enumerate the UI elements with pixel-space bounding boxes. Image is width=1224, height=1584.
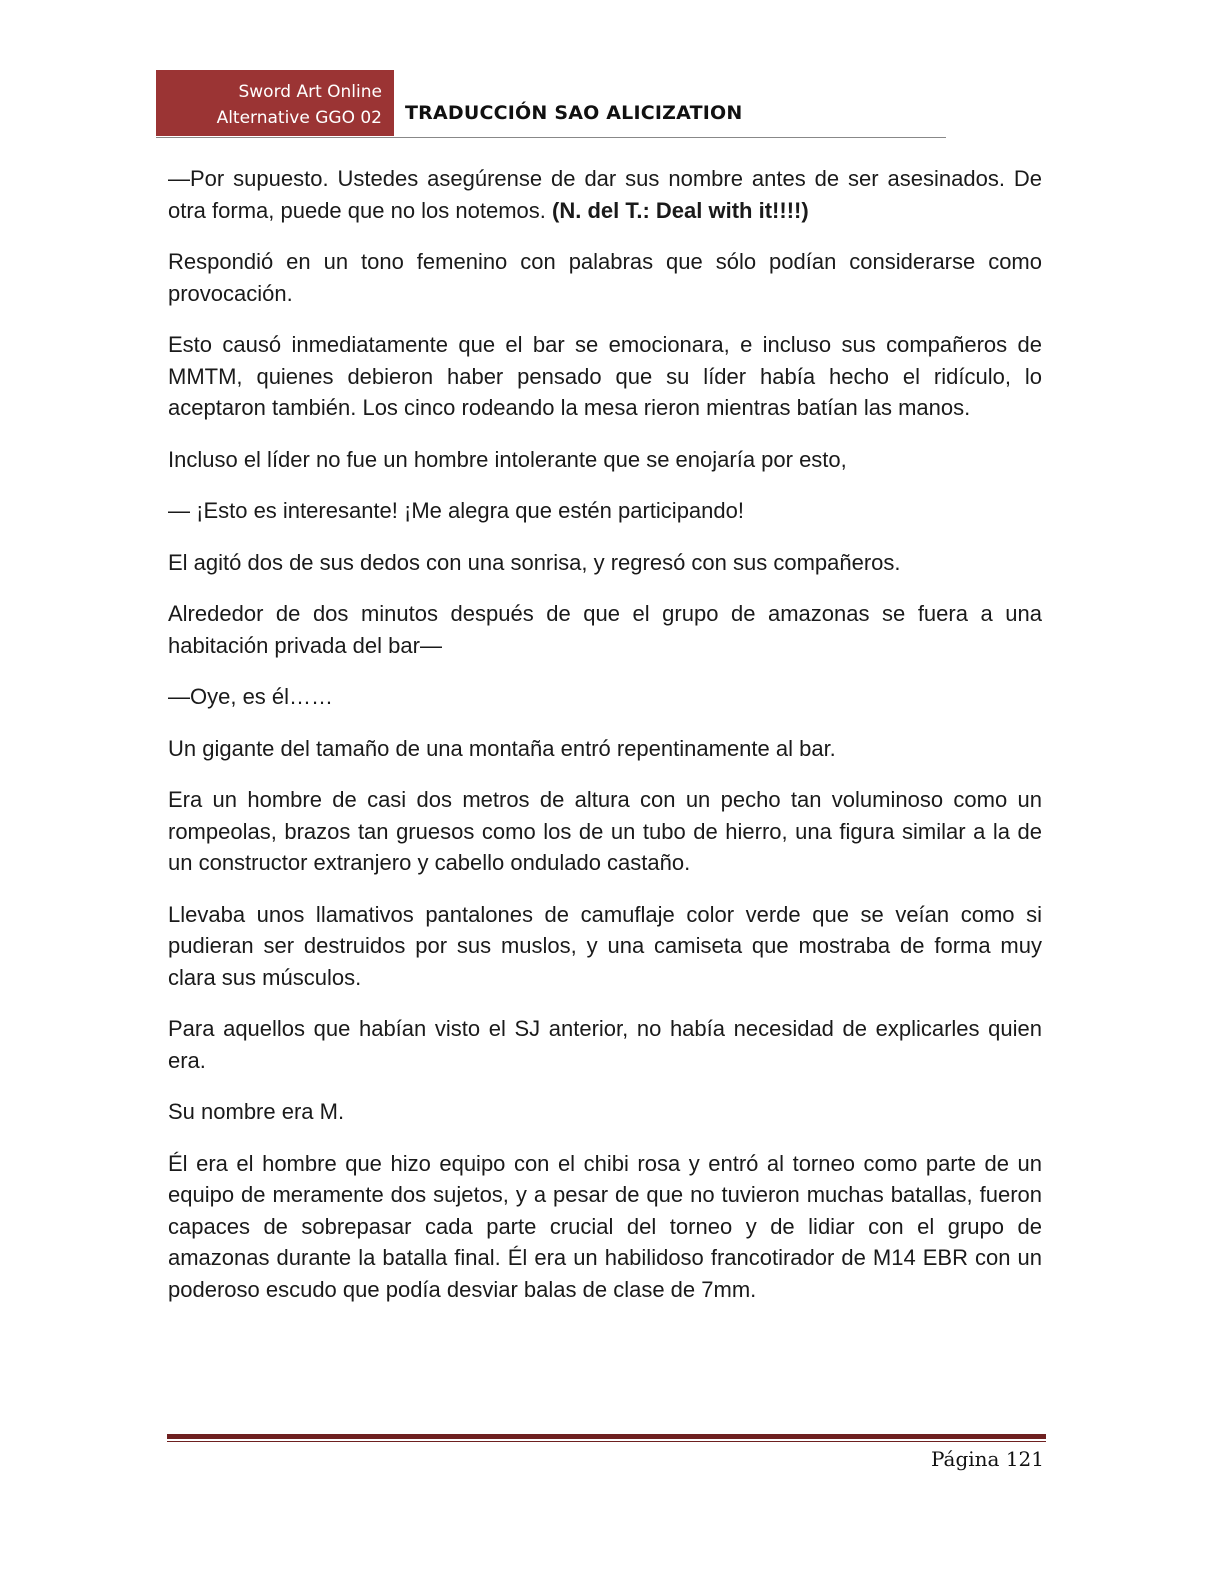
paragraph: Respondió en un tono femenino con palabras que sólo podían considerarse como provocación. (168, 249, 1042, 306)
paragraph: Él era el hombre que hizo equipo con el chibi rosa y entró al torneo como parte de un equipo de meramente dos sujetos, y a pesar de que no tuvieron muchas batallas, fueron capaces de sobrepasar cada parte crucial del torneo y de lidiar con el grupo de amazonas durante la batalla final. Él era un habilidoso francotirador de M14 EBR con un poderoso escudo que podía desviar balas de clase de 7mm. (168, 1150, 1042, 1302)
header-title: TRADUCCIÓN SAO ALICIZATION (405, 102, 743, 124)
header-divider (156, 137, 946, 138)
header-series-line2: Alternative GGO 02 (216, 108, 382, 128)
footer-divider-thin (167, 1441, 1046, 1442)
paragraph: Llevaba unos llamativos pantalones de camuflaje color verde que se veían como si pudieran ser destruidos por sus muslos, y una camiseta que mostraba de forma muy clara sus músculos. (168, 901, 1042, 990)
footer-divider (167, 1434, 1046, 1439)
paragraph: —Oye, es él…… (168, 684, 334, 709)
header-series-line1: Sword Art Online (238, 82, 382, 102)
page-number: Página 121 (930, 1447, 1044, 1471)
paragraph: Incluso el líder no fue un hombre intolerante que se enojaría por esto, (168, 446, 847, 472)
paragraph: Un gigante del tamaño de una montaña entró repentinamente al bar. (168, 735, 836, 761)
paragraph: Su nombre era M. (168, 1099, 345, 1124)
paragraph: Esto causó inmediatamente que el bar se emocionara, e incluso sus compañeros de MMTM, quienes debieron haber pensado que su líder había hecho el ridículo, lo aceptaron también. Los cinco rodeando la mesa rieron mientras batían las manos. (168, 332, 1042, 420)
paragraph-text: —Por supuesto. Ustedes asegúrense de dar sus nombre antes de ser asesinados. De otra forma, puede que no los notemos. (168, 166, 1042, 223)
header-series-box (156, 70, 394, 136)
page-body (168, 163, 1042, 1325)
paragraph: El agitó dos de sus dedos con una sonrisa, y regresó con sus compañeros. (168, 549, 901, 575)
paragraph: Para aquellos que habían visto el SJ anterior, no había necesidad de explicarles quien era. (168, 1016, 1042, 1073)
paragraph: — ¡Esto es interesante! ¡Me alegra que estén participando! (168, 498, 744, 523)
paragraph: Alrededor de dos minutos después de que el grupo de amazonas se fuera a una habitación privada del bar— (168, 601, 1042, 658)
paragraph: Era un hombre de casi dos metros de altura con un pecho tan voluminoso como un rompeolas, brazos tan gruesos como los de un tubo de hierro, una figura similar a la de un constructor extranjero y cabello ondulado castaño. (168, 787, 1042, 875)
translator-note: (N. del T.: Deal with it!!!!) (552, 197, 809, 223)
paragraph (168, 163, 1042, 226)
